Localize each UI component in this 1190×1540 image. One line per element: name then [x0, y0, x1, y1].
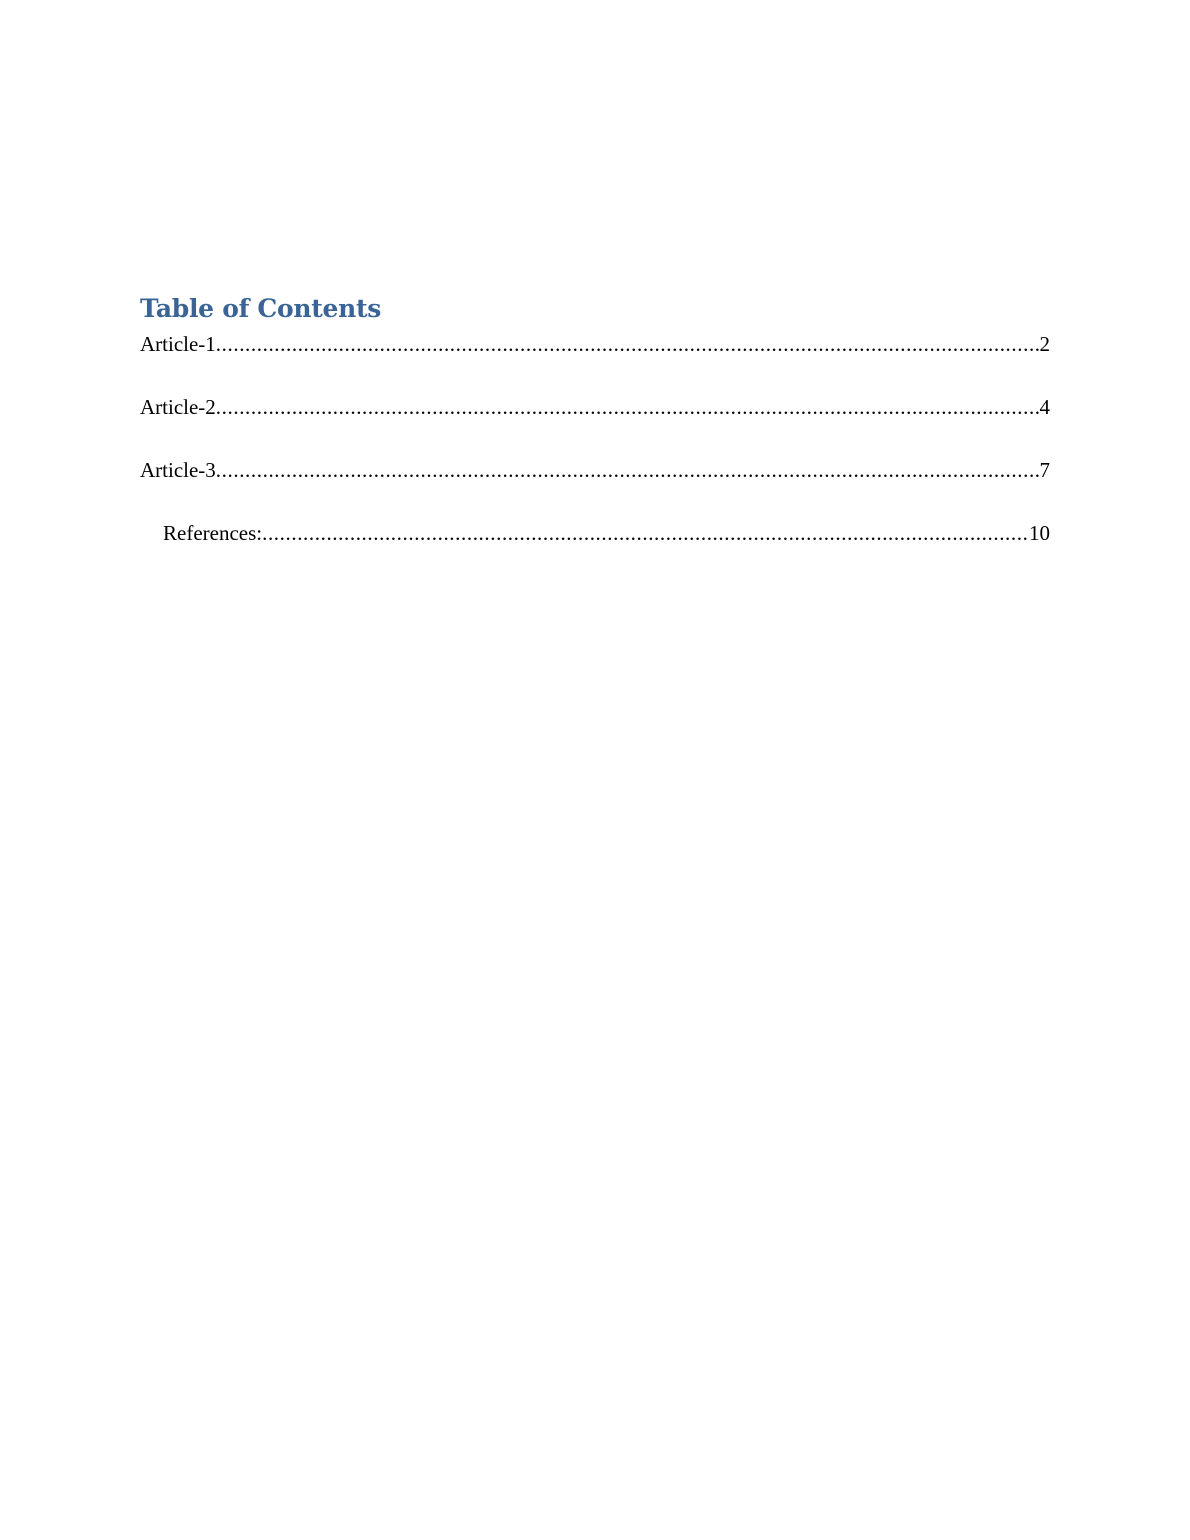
toc-entry-page-number: 4 — [1039, 395, 1050, 419]
toc-dot-leader — [262, 519, 1028, 547]
toc-entry-label: Article-3 — [140, 458, 216, 482]
toc-entry-page-number: 10 — [1029, 521, 1050, 545]
toc-entry-page-number: 2 — [1039, 332, 1050, 356]
toc-dot-leader — [216, 456, 1039, 484]
toc-entry-label: Article-2 — [140, 395, 216, 419]
toc-dot-leader — [216, 330, 1039, 358]
toc-entry-label: References: — [163, 521, 263, 545]
toc-entry-page-number: 7 — [1039, 458, 1050, 482]
toc-entry-article-2[interactable] — [140, 393, 1050, 421]
toc-dot-leader — [216, 393, 1039, 421]
toc-entry-references[interactable] — [140, 519, 1050, 547]
table-of-contents — [140, 292, 1050, 547]
toc-title: Table of Contents — [140, 294, 382, 323]
toc-entry-label: Article-1 — [140, 332, 216, 356]
toc-entry-article-1[interactable] — [140, 330, 1050, 358]
toc-entry-article-3[interactable] — [140, 456, 1050, 484]
